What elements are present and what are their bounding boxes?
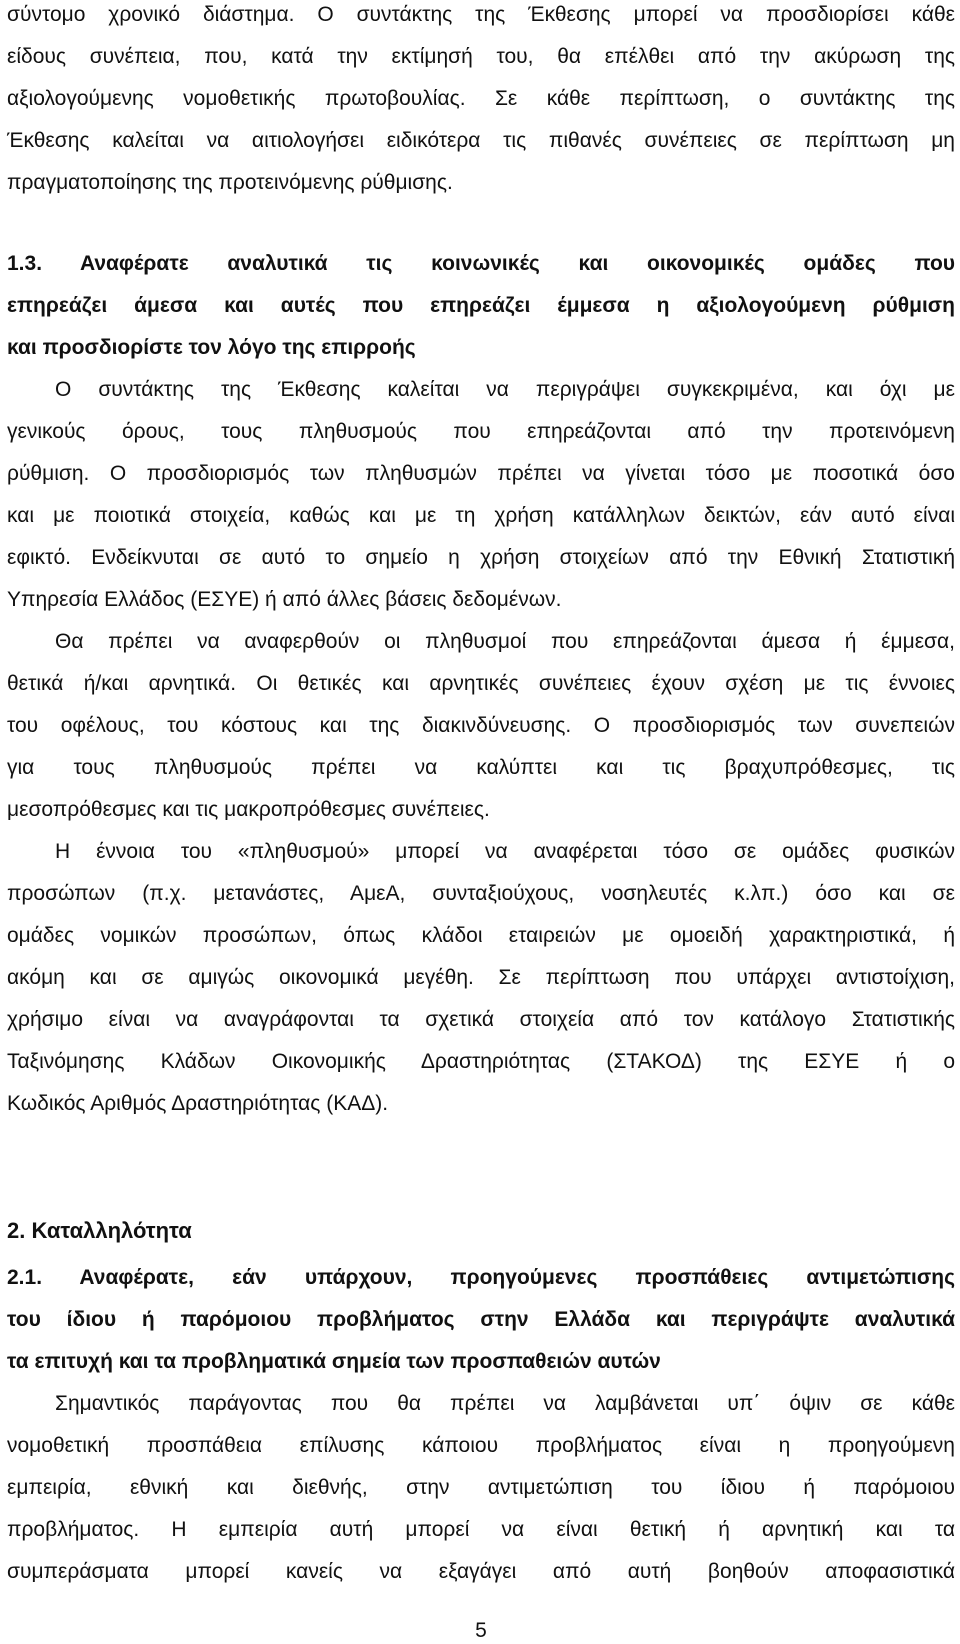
paragraph-line: ρύθμιση. Ο προσδιορισμός των πληθυσμών πρέπει να γίνεται τόσο με ποσοτικά όσο bbox=[7, 462, 955, 485]
paragraph-line: για τους πληθυσμούς πρέπει να καλύπτει και τις βραχυπρόθεσμες, τις bbox=[7, 756, 955, 779]
paragraph-line: χρήσιμο είναι να αναγράφονται τα σχετικά στοιχεία από τον κατάλογο Στατιστικής bbox=[7, 1008, 955, 1031]
paragraph-line: προβλήματος. Η εμπειρία αυτή μπορεί να είναι θετική ή αρνητική και τα bbox=[7, 1518, 955, 1541]
paragraph-line: μεσοπρόθεσμες και τις μακροπρόθεσμες συνέπειες. bbox=[7, 798, 490, 821]
section-2-heading: 2. Καταλληλότητα bbox=[7, 1218, 192, 1243]
document-page bbox=[7, 0, 955, 1643]
paragraph-line: συμπεράσματα μπορεί κανείς να εξαγάγει από αυτή βοηθούν αποφασιστικά bbox=[7, 1560, 955, 1583]
paragraph-line: νομοθετική προσπάθεια επίλυσης κάποιου προβλήματος είναι η προηγούμενη bbox=[7, 1434, 955, 1457]
section-2-1-heading bbox=[7, 1257, 955, 1383]
paragraph-line: ακόμη και σε αμιγώς οικονομικά μεγέθη. Σε περίπτωση που υπάρχει αντιστοίχιση, bbox=[7, 966, 955, 989]
intro-paragraph bbox=[7, 0, 955, 204]
paragraph-line: γενικούς όρους, τους πληθυσμούς που επηρεάζονται από την προτεινόμενη bbox=[7, 420, 955, 443]
paragraph-population-concept bbox=[7, 831, 955, 1125]
paragraph-line: Ταξινόμησης Κλάδων Οικονομικής Δραστηριότητας (ΣΤΑΚΟΔ) της ΕΣΥΕ ή ο bbox=[7, 1050, 955, 1073]
section-heading-line: 2.1. Αναφέρατε, εάν υπάρχουν, προηγούμενες προσπάθειες αντιμετώπισης bbox=[7, 1266, 955, 1289]
paragraph-line: Υπηρεσία Ελλάδος (ΕΣΥΕ) ή από άλλες βάσεις δεδομένων. bbox=[7, 588, 562, 611]
paragraph-line: Ο συντάκτης της Έκθεσης καλείται να περιγράψει συγκεκριμένα, και όχι με bbox=[55, 378, 955, 401]
section-heading-line: και προσδιορίστε τον λόγο της επιρροής bbox=[7, 336, 416, 359]
paragraph-line: εφικτό. Ενδείκνυται σε αυτό το σημείο η χρήση στοιχείων από την Εθνική Στατιστική bbox=[7, 546, 955, 569]
section-heading-line: τα επιτυχή και τα προβληματικά σημεία των προσπαθειών αυτών bbox=[7, 1350, 661, 1373]
paragraph-line: Θα πρέπει να αναφερθούν οι πληθυσμοί που επηρεάζονται άμεσα ή έμμεσα, bbox=[55, 630, 955, 653]
paragraph-line: ομάδες νομικών προσώπων, όπως κλάδοι εταιρειών με ομοειδή χαρακτηριστικά, ή bbox=[7, 924, 955, 947]
section-heading-line: 1.3. Αναφέρατε αναλυτικά τις κοινωνικές και οικονομικές ομάδες που bbox=[7, 252, 955, 275]
paragraph-line: του οφέλους, του κόστους και της διακινδύνευσης. Ο προσδιορισμός των συνεπειών bbox=[7, 714, 955, 737]
section-1-3-heading bbox=[7, 243, 955, 369]
section-heading-line: επηρεάζει άμεσα και αυτές που επηρεάζει έμμεσα η αξιολογούμενη ρύθμιση bbox=[7, 294, 955, 317]
intro-paragraph-line: πραγματοποίησης της προτεινόμενης ρύθμισης. bbox=[7, 171, 453, 194]
paragraph-line: Η έννοια του «πληθυσμού» μπορεί να αναφέρεται τόσο σε ομάδες φυσικών bbox=[55, 840, 955, 863]
section-heading-line: του ίδιου ή παρόμοιου προβλήματος στην Ελλάδα και περιγράψτε αναλυτικά bbox=[7, 1308, 955, 1331]
paragraph-line: προσώπων (π.χ. μετανάστες, ΑμεΑ, συνταξιούχους, νοσηλευτές κ.λπ.) όσο και σε bbox=[7, 882, 955, 905]
paragraph-line: εμπειρία, εθνική και διεθνής, στην αντιμετώπιση του ίδιου ή παρόμοιου bbox=[7, 1476, 955, 1499]
paragraph-positive-negative-effects bbox=[7, 621, 955, 831]
paragraph-line: και με ποιοτικά στοιχεία, καθώς και με τη χρήση κατάλληλων δεικτών, εάν αυτό είναι bbox=[7, 504, 955, 527]
paragraph-line: Κωδικός Αριθμός Δραστηριότητας (ΚΑΔ). bbox=[7, 1092, 389, 1115]
intro-paragraph-line: αξιολογούμενης νομοθετικής πρωτοβουλίας. Σε κάθε περίπτωση, ο συντάκτης της bbox=[7, 87, 955, 110]
paragraph-line: Σημαντικός παράγοντας που θα πρέπει να λαμβάνεται υπ΄ όψιν σε κάθε bbox=[55, 1392, 955, 1415]
paragraph-populations-description bbox=[7, 369, 955, 621]
intro-paragraph-line: είδους συνέπεια, που, κατά την εκτίμησή του, θα επέλθει από την ακύρωση της bbox=[7, 45, 955, 68]
intro-paragraph-line: Έκθεσης καλείται να αιτιολογήσει ειδικότερα τις πιθανές συνέπειες σε περίπτωση μη bbox=[7, 129, 955, 152]
paragraph-line: θετικά ή/και αρνητικά. Οι θετικές και αρνητικές συνέπειες έχουν σχέση με τις έννοιες bbox=[7, 672, 955, 695]
intro-paragraph-line: σύντομο χρονικό διάστημα. Ο συντάκτης της Έκθεσης μπορεί να προσδιορίσει κάθε bbox=[7, 3, 955, 26]
page-number: 5 bbox=[475, 1619, 487, 1642]
paragraph-previous-experience bbox=[7, 1383, 955, 1593]
